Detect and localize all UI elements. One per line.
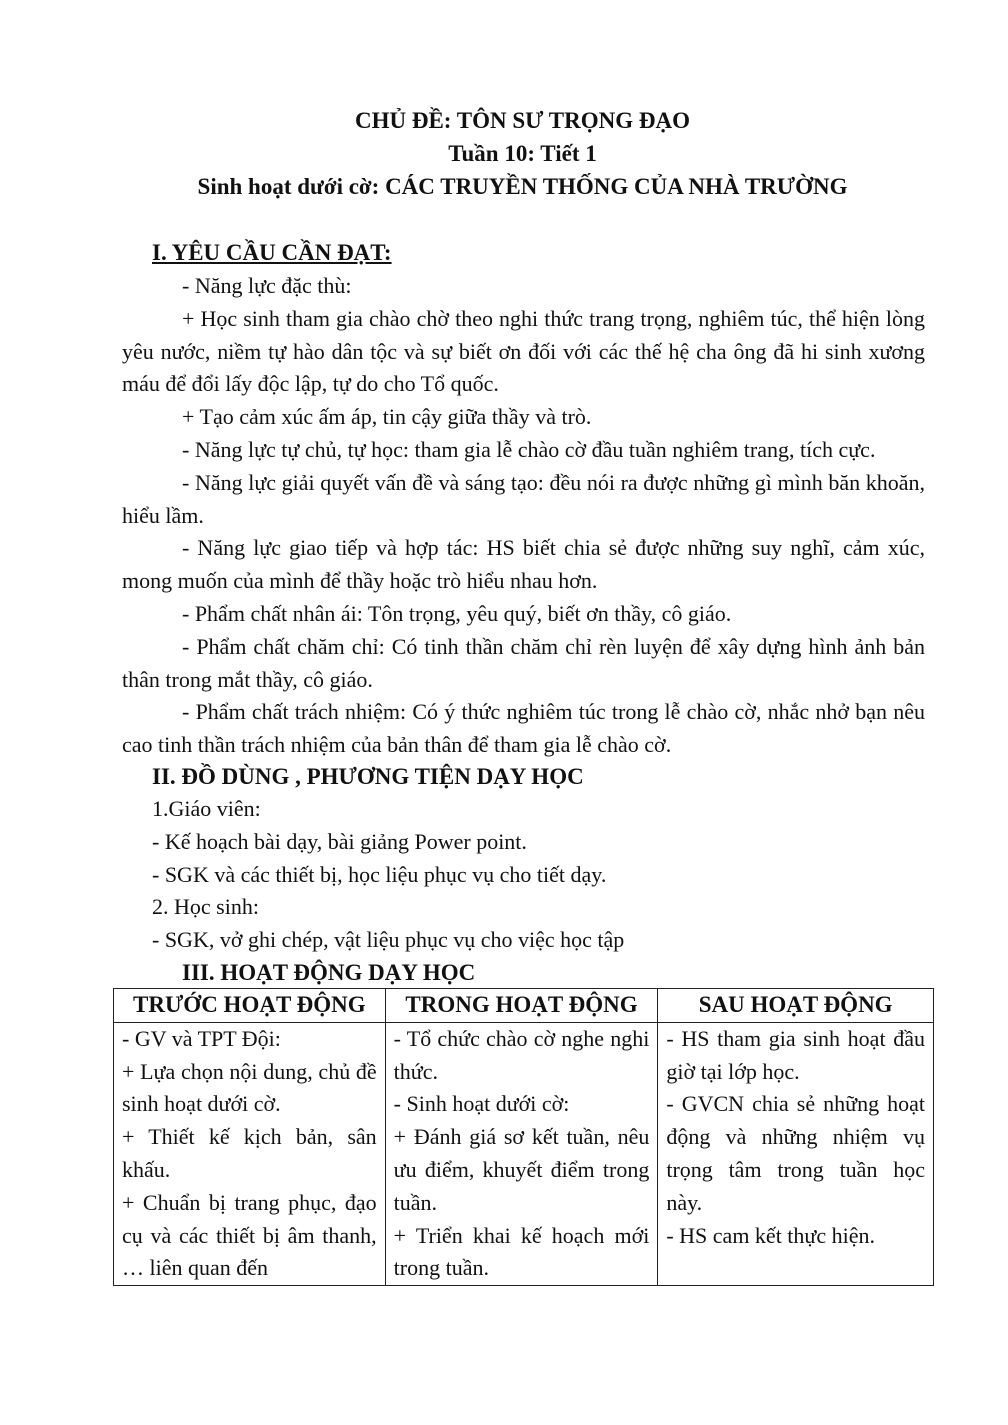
cell-line: - GVCN chia sẻ những hoạt động và những nhiệm vụ trọng tâm trong tuần học này. [666, 1091, 925, 1215]
cell-line: + Đánh giá sơ kết tuần, nêu ưu điểm, khuyết điểm trong tuần. [393, 1124, 650, 1215]
paragraph: + Học sinh tham gia chào chờ theo nghi thức trang trọng, nghiêm túc, thể hiện lòng yêu nước, niềm tự hào dân tộc và sự biết ơn đối với các thế hệ cha ông đã hi sinh xương máu để đổi lấy độc lập, tự do cho Tổ quốc. [122, 305, 925, 397]
cell-before-activity [114, 1022, 386, 1285]
cell-line: - HS tham gia sinh hoạt đầu giờ tại lớp học. [666, 1025, 925, 1084]
section-1-body [122, 270, 925, 762]
cell-during-activity [385, 1022, 658, 1285]
lesson-subtitle: Sinh hoạt dưới cờ: CÁC TRUYỀN THỐNG CỦA NHÀ TRƯỜNG [197, 174, 848, 199]
cell-after-activity [658, 1022, 934, 1285]
list-item: 1.Giáo viên: [152, 796, 261, 821]
activities-table [113, 988, 934, 1286]
table-header-row [114, 989, 934, 1023]
paragraph: - Năng lực giao tiếp và hợp tác: HS biết chia sẻ được những suy nghĩ, cảm xúc, mong muốn của mình để thầy hoặc trò hiểu nhau hơn. [122, 535, 925, 594]
list-item: - SGK và các thiết bị, học liệu phục vụ cho tiết dạy. [152, 861, 607, 887]
cell-line: + Chuẩn bị trang phục, đạo cụ và các thiết bị âm thanh, … liên quan đến [122, 1189, 377, 1281]
cell-line: + Thiết kế kịch bản, sân khấu. [122, 1124, 377, 1182]
header-during-activity: TRONG HOẠT ĐỘNG [385, 989, 658, 1023]
list-item: - SGK, vở ghi chép, vật liệu phục vụ cho việc học tập [152, 927, 625, 953]
table-row [114, 1022, 934, 1285]
topic-title: CHỦ ĐỀ: TÔN SƯ TRỌNG ĐẠO [354, 108, 691, 133]
paragraph: - Phẩm chất trách nhiệm: Có ý thức nghiêm túc trong lễ chào cờ, nhắc nhở bạn nêu cao tinh thần trách nhiệm của bản thân để tham gia lễ chào cờ. [122, 699, 925, 758]
cell-line: + Triển khai kế hoạch mới trong tuần. [393, 1222, 650, 1281]
cell-line: - Sinh hoạt dưới cờ: [393, 1091, 570, 1117]
section-1-title: I. YÊU CẦU CẦN ĐẠT: [152, 240, 392, 265]
list-item: - Kế hoạch bài dạy, bài giảng Power point. [152, 828, 527, 854]
header-before-activity: TRƯỚC HOẠT ĐỘNG [114, 989, 386, 1023]
week-lesson: Tuần 10: Tiết 1 [448, 141, 597, 166]
section-2-list [152, 793, 624, 957]
paragraph: - Phẩm chất nhân ái: Tôn trọng, yêu quý, biết ơn thầy, cô giáo. [182, 600, 732, 626]
paragraph: - Năng lực giải quyết vấn đề và sáng tạo: đều nói ra được những gì mình băn khoăn, hiểu lầm. [122, 469, 925, 528]
paragraph: + Tạo cảm xúc ấm áp, tin cậy giữa thầy và trò. [182, 404, 592, 430]
section-3-title: III. HOẠT ĐỘNG DẠY HỌC [182, 960, 476, 985]
cell-line: - GV và TPT Đội: [122, 1025, 281, 1051]
cell-line: - Tổ chức chào cờ nghe nghi thức. [393, 1025, 650, 1084]
paragraph: - Phẩm chất chăm chỉ: Có tinh thần chăm chỉ rèn luyện để xây dựng hình ảnh bản thân trong mắt thầy, cô giáo. [122, 633, 925, 692]
section-2-title: II. ĐỒ DÙNG , PHƯƠNG TIỆN DẠY HỌC [152, 764, 584, 789]
header-after-activity: SAU HOẠT ĐỘNG [658, 989, 934, 1023]
cell-line: + Lựa chọn nội dung, chủ đề sinh hoạt dưới cờ. [122, 1058, 377, 1117]
list-item: 2. Học sinh: [152, 894, 259, 920]
paragraph: - Năng lực đặc thù: [182, 273, 352, 298]
paragraph: - Năng lực tự chủ, tự học: tham gia lễ chào cờ đầu tuần nghiêm trang, tích cực. [182, 436, 876, 462]
cell-line: - HS cam kết thực hiện. [666, 1222, 875, 1248]
